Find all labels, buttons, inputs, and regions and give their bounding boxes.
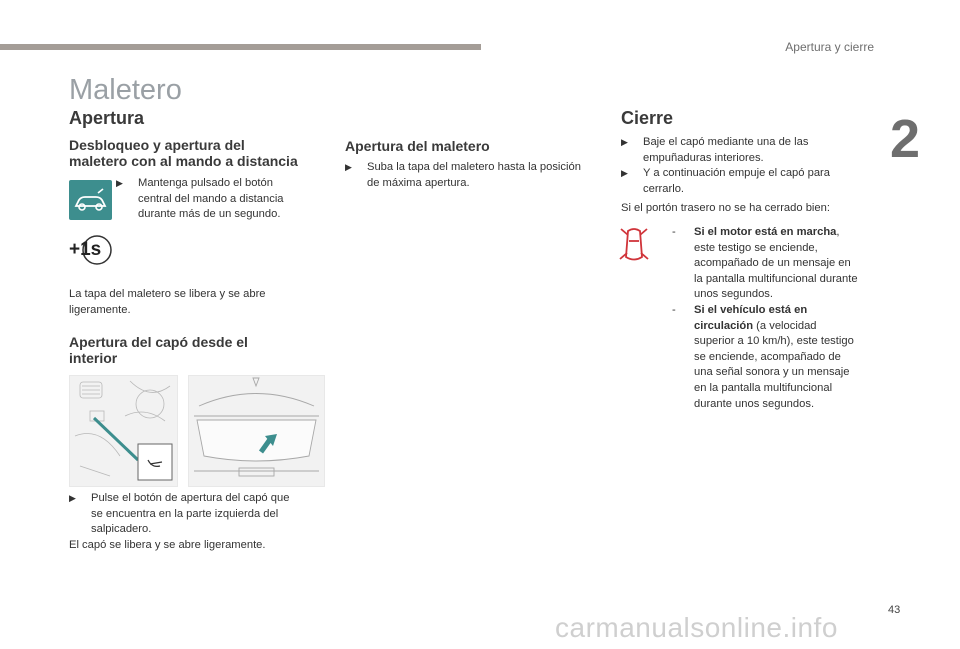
cierre-heading: Cierre bbox=[621, 108, 674, 128]
case2-line: superior a 10 km/h), este testigo bbox=[694, 335, 854, 348]
timer-label: +1s bbox=[69, 239, 102, 260]
cierre-steps bbox=[621, 135, 881, 197]
trunk-open-step-line: de máxima apertura. bbox=[367, 176, 470, 189]
remote-step bbox=[116, 176, 316, 223]
case1-rest: , bbox=[836, 226, 840, 238]
cierre-step-line: empuñaduras interiores. bbox=[643, 151, 764, 164]
cierre-cases bbox=[672, 225, 882, 412]
trunk-open-heading: Apertura del maletero bbox=[345, 138, 490, 154]
interior-step-line: Pulse el botón de apertura del capó que bbox=[91, 492, 290, 504]
case1-line: unos segundos. bbox=[694, 288, 773, 301]
remote-result-line: La tapa del maletero se libera y se abre bbox=[69, 288, 266, 300]
interior-heading-line: interior bbox=[69, 350, 118, 366]
cierre-step-line: Y a continuación empuje el capó para bbox=[643, 167, 831, 180]
timer-1s-icon bbox=[69, 234, 113, 266]
dash-mark: - bbox=[672, 303, 676, 316]
dash-mark: - bbox=[672, 226, 676, 238]
case2-line: en la pantalla multifuncional bbox=[694, 381, 833, 394]
apertura-heading: Apertura bbox=[69, 108, 145, 128]
trunk-illustration bbox=[188, 375, 325, 487]
bullet-arrow-icon: ▶ bbox=[116, 178, 123, 188]
watermark: carmanualsonline.info bbox=[555, 612, 838, 643]
remote-heading bbox=[69, 137, 329, 169]
interior-step-line: se encuentra en la parte izquierda del bbox=[91, 507, 279, 520]
cierre-step-line: Baje el capó mediante una de las bbox=[643, 136, 809, 148]
trunk-open-step bbox=[345, 160, 605, 191]
bullet-arrow-icon: ▶ bbox=[69, 493, 76, 503]
interior-heading bbox=[69, 334, 329, 366]
remote-result-line: ligeramente. bbox=[69, 303, 131, 316]
case2-line: una señal sonora y un mensaje bbox=[694, 366, 850, 379]
dashboard-illustration bbox=[69, 375, 178, 487]
bullet-arrow-icon: ▶ bbox=[345, 162, 352, 172]
interior-step-line: salpicadero. bbox=[91, 523, 152, 536]
case2-bold: circulación bbox=[694, 319, 754, 332]
section-header: Apertura y cierre bbox=[785, 40, 874, 54]
remote-step-line: Mantenga pulsado el botón bbox=[138, 177, 273, 189]
cierre-step-line: cerrarlo. bbox=[643, 182, 685, 195]
case1-line: la pantalla multifuncional durante bbox=[694, 272, 858, 285]
remote-step-line: central del mando a distancia bbox=[138, 192, 284, 205]
case1-bold: Si el motor está en marcha bbox=[694, 226, 837, 238]
remote-heading-line: maletero con al mando a distancia bbox=[69, 153, 298, 169]
remote-result bbox=[69, 287, 329, 318]
remote-step-line: durante más de un segundo. bbox=[138, 208, 281, 221]
trunk-open-step-line: Suba la tapa del maletero hasta la posición bbox=[367, 161, 581, 173]
interior-step bbox=[69, 491, 329, 538]
bullet-arrow-icon: ▶ bbox=[621, 137, 628, 147]
interior-result: El capó se libera y se abre ligeramente. bbox=[69, 539, 266, 551]
car-key-icon bbox=[69, 180, 112, 220]
bullet-arrow-icon: ▶ bbox=[621, 168, 628, 179]
cierre-intro: Si el portón trasero no se ha cerrado bien: bbox=[621, 202, 830, 214]
chapter-number: 2 bbox=[890, 109, 921, 169]
door-open-warning-icon bbox=[619, 225, 649, 265]
case2-bold: Si el vehículo está en bbox=[694, 303, 808, 316]
remote-heading-line: Desbloqueo y apertura del bbox=[69, 137, 245, 153]
case2-rest: (a velocidad bbox=[753, 319, 817, 332]
case2-line: se enciende, acompañado de bbox=[694, 350, 841, 363]
page-number: 43 bbox=[888, 604, 901, 616]
page-title: Maletero bbox=[69, 74, 182, 106]
header-bar bbox=[0, 44, 481, 50]
case1-line: este testigo se enciende, bbox=[694, 241, 818, 254]
case1-line: acompañado de un mensaje en bbox=[694, 257, 851, 270]
case2-line: durante unos segundos. bbox=[694, 397, 815, 410]
interior-heading-line: Apertura del capó desde el bbox=[69, 334, 248, 350]
